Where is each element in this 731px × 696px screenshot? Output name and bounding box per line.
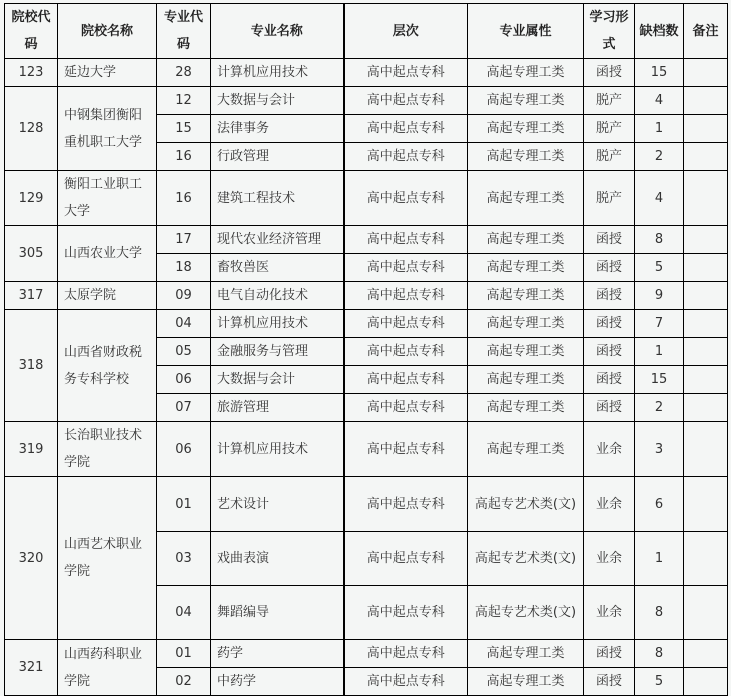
major-code: 07 <box>157 394 211 422</box>
major-attr: 高起专理工类 <box>468 87 584 115</box>
major-name: 计算机应用技术 <box>211 59 344 87</box>
study-mode: 函授 <box>584 668 635 696</box>
major-attr: 高起专理工类 <box>468 394 584 422</box>
remarks <box>684 668 728 696</box>
table-container <box>4 3 728 696</box>
major-name: 金融服务与管理 <box>211 338 344 366</box>
major-attr: 高起专艺术类(文) <box>468 586 584 640</box>
level: 高中起点专科 <box>344 282 468 310</box>
remarks <box>684 366 728 394</box>
major-code: 02 <box>157 668 211 696</box>
major-name: 计算机应用技术 <box>211 422 344 477</box>
school-name: 长治职业技术学院 <box>58 422 157 477</box>
major-attr: 高起专艺术类(文) <box>468 477 584 532</box>
level: 高中起点专科 <box>344 338 468 366</box>
level: 高中起点专科 <box>344 532 468 586</box>
vacancy: 8 <box>635 586 684 640</box>
school-name: 中钢集团衡阳重机职工大学 <box>58 87 157 171</box>
remarks <box>684 254 728 282</box>
level: 高中起点专科 <box>344 640 468 668</box>
school-name: 衡阳工业职工大学 <box>58 171 157 226</box>
school-name: 山西省财政税务专科学校 <box>58 310 157 422</box>
major-attr: 高起专理工类 <box>468 143 584 171</box>
school-code: 318 <box>5 310 58 422</box>
major-name: 大数据与会计 <box>211 87 344 115</box>
vacancy: 2 <box>635 394 684 422</box>
table-row <box>5 640 728 668</box>
study-mode: 函授 <box>584 640 635 668</box>
major-attr: 高起专理工类 <box>468 254 584 282</box>
study-mode: 函授 <box>584 394 635 422</box>
major-attr: 高起专理工类 <box>468 171 584 226</box>
school-name: 山西农业大学 <box>58 226 157 282</box>
vacancy: 4 <box>635 87 684 115</box>
level: 高中起点专科 <box>344 115 468 143</box>
remarks <box>684 586 728 640</box>
major-attr: 高起专理工类 <box>468 366 584 394</box>
remarks <box>684 59 728 87</box>
header-study-mode: 学习形式 <box>584 4 635 59</box>
major-code: 05 <box>157 338 211 366</box>
study-mode: 函授 <box>584 338 635 366</box>
major-attr: 高起专理工类 <box>468 338 584 366</box>
remarks <box>684 532 728 586</box>
table-row <box>5 310 728 338</box>
vacancy: 6 <box>635 477 684 532</box>
header-major-code: 专业代码 <box>157 4 211 59</box>
major-code: 15 <box>157 115 211 143</box>
level: 高中起点专科 <box>344 310 468 338</box>
school-name: 太原学院 <box>58 282 157 310</box>
major-code: 01 <box>157 640 211 668</box>
study-mode: 脱产 <box>584 87 635 115</box>
major-code: 17 <box>157 226 211 254</box>
major-code: 18 <box>157 254 211 282</box>
major-name: 现代农业经济管理 <box>211 226 344 254</box>
level: 高中起点专科 <box>344 59 468 87</box>
school-name: 山西艺术职业学院 <box>58 477 157 640</box>
major-name: 电气自动化技术 <box>211 282 344 310</box>
study-mode: 业余 <box>584 422 635 477</box>
major-name: 艺术设计 <box>211 477 344 532</box>
major-attr: 高起专理工类 <box>468 668 584 696</box>
study-mode: 函授 <box>584 59 635 87</box>
school-code: 128 <box>5 87 58 171</box>
study-mode: 脱产 <box>584 171 635 226</box>
major-code: 04 <box>157 310 211 338</box>
study-mode: 业余 <box>584 477 635 532</box>
level: 高中起点专科 <box>344 422 468 477</box>
level: 高中起点专科 <box>344 171 468 226</box>
major-code: 03 <box>157 532 211 586</box>
level: 高中起点专科 <box>344 254 468 282</box>
remarks <box>684 115 728 143</box>
vacancy: 1 <box>635 338 684 366</box>
major-name: 中药学 <box>211 668 344 696</box>
remarks <box>684 171 728 226</box>
major-name: 行政管理 <box>211 143 344 171</box>
major-attr: 高起专理工类 <box>468 640 584 668</box>
study-mode: 脱产 <box>584 115 635 143</box>
remarks <box>684 640 728 668</box>
major-name: 法律事务 <box>211 115 344 143</box>
school-code: 123 <box>5 59 58 87</box>
major-name: 药学 <box>211 640 344 668</box>
study-mode: 函授 <box>584 226 635 254</box>
major-name: 大数据与会计 <box>211 366 344 394</box>
table-row <box>5 59 728 87</box>
study-mode: 函授 <box>584 254 635 282</box>
remarks <box>684 310 728 338</box>
study-mode: 业余 <box>584 586 635 640</box>
vacancy: 3 <box>635 422 684 477</box>
study-mode: 业余 <box>584 532 635 586</box>
major-code: 01 <box>157 477 211 532</box>
school-code: 317 <box>5 282 58 310</box>
remarks <box>684 226 728 254</box>
level: 高中起点专科 <box>344 143 468 171</box>
remarks <box>684 338 728 366</box>
school-code: 319 <box>5 422 58 477</box>
school-code: 320 <box>5 477 58 640</box>
table-row <box>5 87 728 115</box>
major-name: 旅游管理 <box>211 394 344 422</box>
major-name: 舞蹈编导 <box>211 586 344 640</box>
major-code: 04 <box>157 586 211 640</box>
school-name: 山西药科职业学院 <box>58 640 157 696</box>
study-mode: 函授 <box>584 282 635 310</box>
major-attr: 高起专艺术类(文) <box>468 532 584 586</box>
major-attr: 高起专理工类 <box>468 422 584 477</box>
vacancy: 1 <box>635 115 684 143</box>
header-major-attr: 专业属性 <box>468 4 584 59</box>
header-level: 层次 <box>344 4 468 59</box>
level: 高中起点专科 <box>344 586 468 640</box>
vacancy: 2 <box>635 143 684 171</box>
header-major-name: 专业名称 <box>211 4 344 59</box>
remarks <box>684 422 728 477</box>
school-code: 321 <box>5 640 58 696</box>
major-code: 06 <box>157 422 211 477</box>
vacancy: 4 <box>635 171 684 226</box>
vacancy: 8 <box>635 640 684 668</box>
table-row <box>5 282 728 310</box>
remarks <box>684 394 728 422</box>
major-attr: 高起专理工类 <box>468 226 584 254</box>
table-row <box>5 171 728 226</box>
major-attr: 高起专理工类 <box>468 115 584 143</box>
vacancy: 9 <box>635 282 684 310</box>
major-code: 06 <box>157 366 211 394</box>
major-code: 12 <box>157 87 211 115</box>
school-code: 129 <box>5 171 58 226</box>
header-school-code: 院校代码 <box>5 4 58 59</box>
major-code: 16 <box>157 171 211 226</box>
school-code: 305 <box>5 226 58 282</box>
table-row <box>5 226 728 254</box>
remarks <box>684 143 728 171</box>
header-school-name: 院校名称 <box>58 4 157 59</box>
header-vacancy: 缺档数 <box>635 4 684 59</box>
level: 高中起点专科 <box>344 226 468 254</box>
major-attr: 高起专理工类 <box>468 282 584 310</box>
level: 高中起点专科 <box>344 394 468 422</box>
major-attr: 高起专理工类 <box>468 59 584 87</box>
remarks <box>684 477 728 532</box>
level: 高中起点专科 <box>344 477 468 532</box>
level: 高中起点专科 <box>344 668 468 696</box>
vacancy-table <box>4 3 728 696</box>
major-attr: 高起专理工类 <box>468 310 584 338</box>
major-name: 计算机应用技术 <box>211 310 344 338</box>
vacancy: 5 <box>635 254 684 282</box>
vacancy: 15 <box>635 366 684 394</box>
major-name: 戏曲表演 <box>211 532 344 586</box>
remarks <box>684 87 728 115</box>
remarks <box>684 282 728 310</box>
vacancy: 8 <box>635 226 684 254</box>
header-remarks: 备注 <box>684 4 728 59</box>
vacancy: 5 <box>635 668 684 696</box>
vacancy: 15 <box>635 59 684 87</box>
major-code: 09 <box>157 282 211 310</box>
study-mode: 函授 <box>584 366 635 394</box>
level: 高中起点专科 <box>344 366 468 394</box>
table-row <box>5 477 728 532</box>
major-name: 畜牧兽医 <box>211 254 344 282</box>
vacancy: 7 <box>635 310 684 338</box>
major-code: 16 <box>157 143 211 171</box>
school-name: 延边大学 <box>58 59 157 87</box>
major-code: 28 <box>157 59 211 87</box>
study-mode: 函授 <box>584 310 635 338</box>
study-mode: 脱产 <box>584 143 635 171</box>
table-row <box>5 422 728 477</box>
level: 高中起点专科 <box>344 87 468 115</box>
header-row <box>5 4 728 59</box>
major-name: 建筑工程技术 <box>211 171 344 226</box>
vacancy: 1 <box>635 532 684 586</box>
